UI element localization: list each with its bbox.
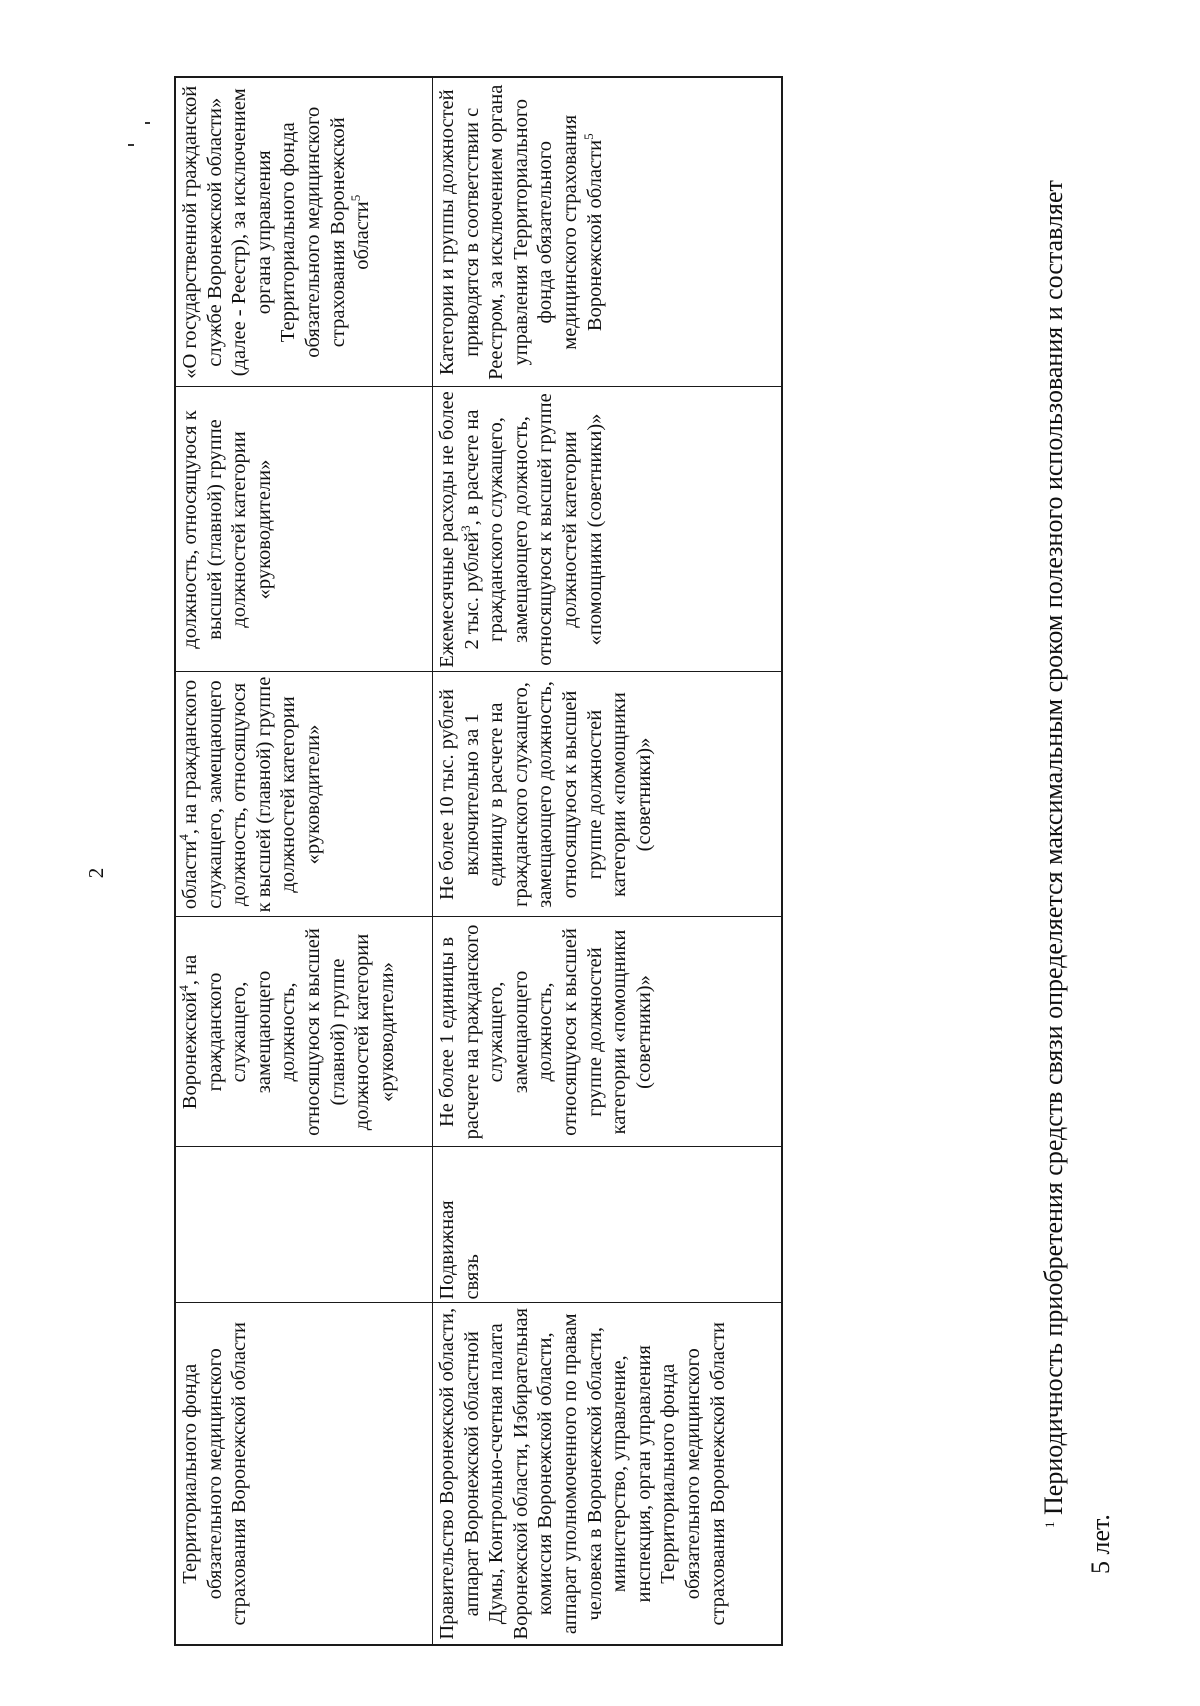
cell-text-tail: , на гражданского служащего, замещающего должность, относящуюся к высшей (главной) группе должностей категории «руководители» bbox=[179, 928, 398, 1136]
expenses-cell bbox=[175, 387, 433, 672]
cell-text-tail: , на гражданского служащего, замещающего должность, относящуюся к высшей (главной) группе должностей категории «руководители» bbox=[179, 676, 324, 913]
categories-cell bbox=[433, 77, 783, 387]
footnote-text: Периодичность приобретения средств связи определяется максимальным сроком полезного использования и составляет bbox=[1039, 180, 1068, 1522]
categories-cell bbox=[175, 77, 433, 387]
scan-mark bbox=[128, 144, 134, 146]
cell-text-tail: , в расчете на гражданского служащего, замещающего должность, относящуюся к высшей группе должностей категории «помощники (советники)» bbox=[460, 393, 606, 666]
footnote-1-continuation: 5 лет. bbox=[1086, 1514, 1115, 1574]
quantity-cell bbox=[175, 917, 433, 1147]
quantity-cell bbox=[433, 917, 783, 1147]
footnote-ref: 5 bbox=[348, 194, 364, 202]
page-number: 2 bbox=[84, 867, 108, 879]
cell-text: области bbox=[179, 840, 201, 910]
price-cell bbox=[175, 672, 433, 917]
organization-cell: Территориального фонда обязательного медицинского страхования Воронежской области bbox=[175, 1303, 433, 1645]
cell-text: Воронежской bbox=[179, 991, 201, 1110]
scan-mark bbox=[145, 122, 150, 124]
organization-cell: Правительство Воронежской области, аппарат Воронежской областной Думы, Контрольно-счетная палата Воронежской области, Избирательная комиссия Воронежской области, аппарат уполномоченного по правам человека в Воронежской области, министерство, управление, инспекция, орган управления Территориального фонда обязательного медицинского страхования Воронежской области bbox=[433, 1303, 783, 1645]
price-cell bbox=[433, 672, 783, 917]
footnote-ref: 5 bbox=[580, 133, 596, 140]
footnote-ref: 3 bbox=[457, 525, 473, 532]
cell-text: Категории и группы должностей приводятся в соответствии с Реестром, за исключением органа управления Территориального фонда обязательного медицинского страхования Воронежской области bbox=[436, 84, 606, 380]
cell-text: Ежемесячные расходы не более 2 тыс. рублей bbox=[436, 391, 483, 668]
table-row bbox=[175, 77, 433, 1645]
footnote-marker: 1 bbox=[1042, 1521, 1057, 1528]
norms-table bbox=[174, 76, 783, 1646]
footnote-ref: 4 bbox=[176, 834, 191, 841]
expenses-cell bbox=[433, 387, 783, 672]
cell-text: должность, относящуюся к высшей (главной) группе должностей категории «руководители» bbox=[179, 410, 275, 649]
cell-text: Не более 1 единицы в расчете на гражданского служащего, замещающего должность, относящуюся к высшей группе должностей категории «помощники (советники)» bbox=[436, 924, 655, 1140]
cell-text: Не более 10 тыс. рублей включительно за 1 единицу в расчете на гражданского служащего, замещающего должность, относящуюся к высшей группе должностей категории «помощники (советники)» bbox=[436, 681, 655, 908]
footnote-ref: 4 bbox=[176, 985, 191, 992]
communication-type-cell bbox=[175, 1147, 433, 1303]
table-row bbox=[433, 77, 783, 1645]
communication-type-cell: Подвижная связь bbox=[433, 1147, 783, 1303]
footnote-1 bbox=[1036, 68, 1072, 1528]
cell-text: «О государственной гражданской службе Воронежской области» (далее - Реестр), за исключением органа управления Территориального фонда обязательного медицинского страхования Воронежской области bbox=[179, 85, 374, 379]
